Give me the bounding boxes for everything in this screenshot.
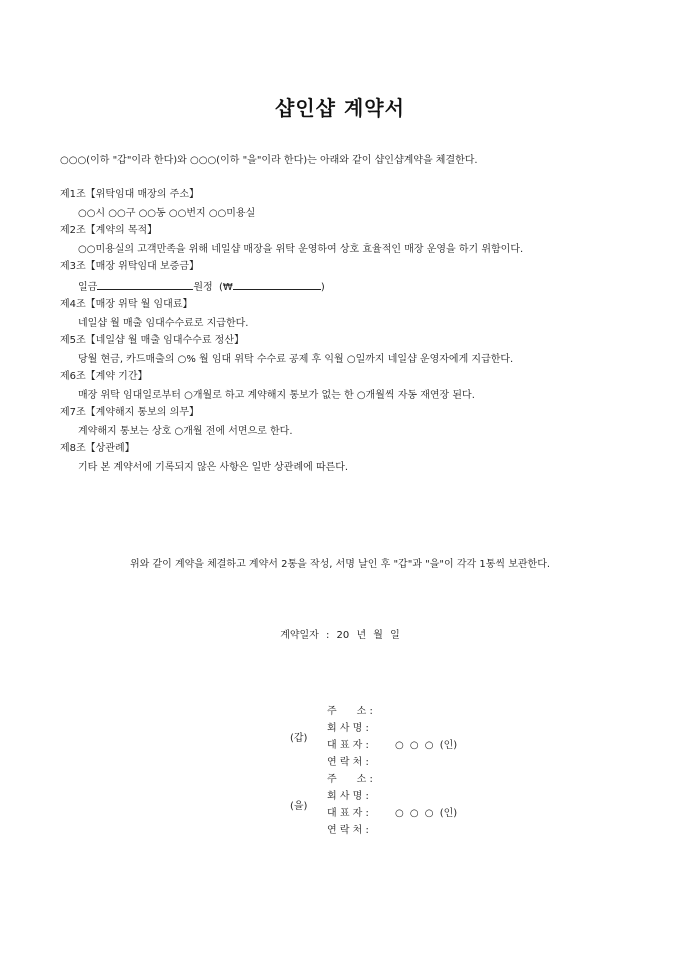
article-6 — [60, 370, 630, 404]
company-row — [327, 788, 457, 805]
deposit-line — [60, 278, 630, 296]
contact-row — [327, 822, 457, 839]
representative-row — [327, 737, 457, 754]
article-body: 계약해지 통보는 상호 ○개월 전에 서면으로 한다. — [78, 426, 293, 437]
article-heading: 제8조【상관례】 — [60, 443, 135, 454]
address-row — [327, 703, 457, 720]
article-5 — [60, 334, 630, 368]
field-label: 연 락 처 : — [327, 757, 369, 768]
deposit-won-close: ) — [320, 282, 325, 293]
signature-value: ○ ○ ○ (인) — [395, 740, 458, 751]
deposit-amount-blank — [97, 278, 193, 290]
article-1 — [60, 188, 630, 222]
field-label: 회 사 명 : — [327, 723, 369, 734]
article-body: ○○미용실의 고객만족을 위해 네일샵 매장을 위탁 운영하여 상호 효율적인 매장 운영을 하기 위함이다. — [78, 244, 524, 255]
article-body: 네일샵 월 매출 임대수수료로 지급한다. — [78, 318, 249, 329]
party-b-fields — [327, 771, 457, 839]
article-body: 당월 현금, 카드매출의 ○% 월 임대 위탁 수수료 공제 후 익월 ○일까지 네일샵 운영자에게 지급한다. — [78, 354, 514, 365]
deposit-suffix: 원정 — [193, 282, 213, 293]
contract-date: 계약일자 : 20 년 월 일 — [280, 630, 400, 641]
article-heading: 제6조【계약 기간】 — [60, 371, 148, 382]
field-label: 대 표 자 : — [327, 740, 369, 751]
party-a-fields — [327, 703, 457, 771]
company-row — [327, 720, 457, 737]
deposit-prefix: 일금 — [78, 282, 98, 293]
article-7 — [60, 406, 630, 440]
representative-row — [327, 805, 457, 822]
field-label: 연 락 처 : — [327, 825, 369, 836]
article-heading: 제5조【네일샵 월 매출 임대수수료 정산】 — [60, 335, 244, 346]
article-heading: 제3조【매장 위탁임대 보증금】 — [60, 261, 199, 272]
deposit-won-open: (₩ — [219, 282, 233, 293]
article-4 — [60, 298, 630, 332]
address-row — [327, 771, 457, 788]
article-heading: 제7조【계약해지 통보의 의무】 — [60, 407, 199, 418]
intro-paragraph: ○○○(이하 "갑"이라 한다)와 ○○○(이하 "을"이라 한다)는 아래와 같이 샵인샵계약을 체결한다. — [60, 155, 478, 166]
signature-value: ○ ○ ○ (인) — [395, 808, 458, 819]
article-body: 매장 위탁 임대일로부터 ○개월로 하고 계약해지 통보가 없는 한 ○개월씩 자동 재연장 된다. — [78, 390, 475, 401]
field-label: 주 소 : — [327, 774, 373, 785]
field-label: 회 사 명 : — [327, 791, 369, 802]
article-heading: 제2조【계약의 목적】 — [60, 225, 158, 236]
article-8 — [60, 442, 630, 476]
closing-statement: 위와 같이 계약을 체결하고 계약서 2통을 작성, 서명 날인 후 "갑"과 "을"이 각각 1통씩 보관한다. — [129, 559, 551, 570]
contact-row — [327, 754, 457, 771]
article-3 — [60, 260, 630, 296]
field-label: 주 소 : — [327, 706, 373, 717]
article-heading: 제4조【매장 위탁 월 임대료】 — [60, 299, 193, 310]
article-body: 기타 본 계약서에 기록되지 않은 사항은 일반 상관례에 따른다. — [78, 462, 349, 473]
article-2 — [60, 224, 630, 258]
article-heading: 제1조【위탁임대 매장의 주소】 — [60, 189, 199, 200]
article-list — [60, 188, 630, 478]
party-b-tag: (을) — [290, 801, 308, 812]
field-label: 대 표 자 : — [327, 808, 369, 819]
document-title: 샵인샵 계약서 — [275, 96, 405, 120]
deposit-numeric-blank — [233, 278, 321, 290]
party-a-tag: (갑) — [290, 733, 308, 744]
article-body: ○○시 ○○구 ○○동 ○○번지 ○○미용실 — [78, 208, 256, 219]
